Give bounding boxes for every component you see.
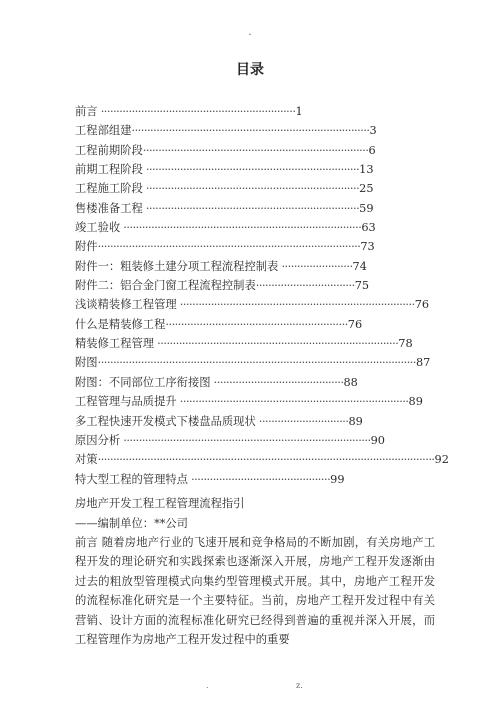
toc-dot-leader: ·············································································: [120, 221, 362, 235]
toc-entry[interactable]: [75, 450, 449, 469]
toc-page-number: 90: [370, 433, 385, 447]
toc-entry-title: 工程施工阶段: [75, 182, 143, 196]
toc-entry-title: 工程管理与品质提升: [75, 395, 177, 409]
toc-entry[interactable]: [75, 160, 415, 179]
toc-page-number: 76: [414, 298, 430, 312]
toc-page-number: 89: [348, 414, 363, 428]
toc-entry[interactable]: [75, 237, 415, 256]
toc-dot-leader: ·············································································································: [97, 453, 435, 467]
toc-page-number: 73: [360, 240, 375, 254]
toc-page-number: 75: [354, 279, 370, 293]
toc-entry[interactable]: [75, 412, 415, 431]
toc-entry-title: 售楼准备工程: [75, 201, 143, 215]
toc-dot-leader: ·······························································: [97, 105, 296, 118]
toc-page-number: 13: [359, 163, 374, 177]
toc-entry[interactable]: [75, 141, 415, 160]
toc-dot-leader: ·····················································································: [97, 240, 361, 254]
toc-page-number: 25: [359, 182, 374, 196]
toc-dot-leader: ································: [255, 279, 355, 293]
toc-dot-leader: ·····························: [255, 414, 349, 428]
toc-entry-title: 特大型工程的管理特点: [75, 472, 188, 486]
toc-entry[interactable]: [75, 295, 430, 314]
toc-dot-leader: ·············································································: [131, 124, 370, 138]
toc-dot-leader: ·············································: [187, 472, 331, 486]
toc-entry-title: 竣工验收: [75, 221, 121, 235]
toc-dot-leader: ·········································································: [142, 143, 369, 157]
toc-page-number: 87: [415, 356, 431, 370]
header-dot: .: [248, 27, 252, 38]
toc-dot-leader: ···························································: [165, 317, 348, 331]
toc-entry-title: 附件: [75, 240, 98, 254]
toc-entry-title: 工程部组建: [75, 124, 132, 138]
toc-page-number: 63: [361, 221, 376, 235]
toc-dot-leader: ·····································································: [142, 201, 360, 215]
toc-dot-leader: ··············································································: [154, 337, 399, 351]
toc-entry[interactable]: [75, 276, 415, 295]
toc-dot-leader: ················································································: [120, 433, 371, 447]
toc-entry-title: 附件一：粗装修土建分项工程流程控制表: [75, 259, 279, 273]
toc-entry-title: 精装修工程管理: [75, 337, 155, 351]
toc-dot-leader: ·····································································: [142, 163, 360, 177]
toc-entry-title: 什么是精装修工程: [75, 317, 166, 331]
toc-entry-title: 浅谈精装修工程管理: [75, 298, 177, 312]
toc-dot-leader: ··········································: [210, 375, 344, 389]
toc-entry[interactable]: [75, 179, 415, 198]
toc-dot-leader: ·······································································································: [97, 356, 416, 370]
table-of-contents: [75, 102, 449, 489]
toc-entry-title: 前期工程阶段: [75, 163, 143, 177]
toc-entry-title: 附图：不同部位工序衔接图: [75, 375, 211, 389]
toc-dot-leader: ·····································································: [142, 182, 360, 196]
toc-page-number: 99: [330, 472, 345, 486]
toc-entry-title: 多工程快速开发模式下楼盘品质现状: [75, 414, 256, 428]
toc-entry[interactable]: [75, 199, 415, 218]
compiler-unit: ——编制单位：**公司: [75, 517, 188, 530]
toc-entry[interactable]: [75, 334, 415, 353]
toc-entry[interactable]: [75, 353, 431, 372]
document-title: 房地产开发工程工程管理流程指引: [75, 497, 245, 510]
toc-page-number: 92: [434, 453, 449, 467]
toc-entry[interactable]: [75, 315, 415, 334]
toc-page-number: 78: [398, 337, 413, 351]
footer-right-mark: z.: [296, 681, 303, 690]
toc-page-number: 3: [369, 124, 377, 138]
page-title: 目录: [236, 62, 264, 78]
toc-entry[interactable]: [75, 373, 415, 392]
toc-entry-title: 对策: [75, 453, 98, 467]
toc-page-number: 88: [343, 375, 358, 389]
toc-dot-leader: ············································································: [176, 298, 415, 312]
toc-entry-title: 附件二：铝合金门窗工程流程控制表: [75, 279, 256, 293]
toc-page-number: 59: [359, 201, 374, 215]
toc-page-number: 76: [347, 317, 363, 331]
toc-page-number: 1: [295, 105, 303, 118]
toc-page-number: 6: [368, 143, 376, 157]
toc-entry[interactable]: [75, 392, 423, 411]
footer-left-mark: .: [206, 681, 209, 690]
toc-entry-title: 原因分析: [75, 433, 121, 447]
toc-entry[interactable]: [75, 257, 415, 276]
toc-entry-title: 工程前期阶段: [75, 143, 143, 157]
toc-page-number: 74: [352, 259, 367, 273]
toc-entry[interactable]: [75, 218, 415, 237]
toc-entry[interactable]: [75, 470, 415, 489]
toc-entry-title: 附图: [75, 356, 98, 370]
toc-entry-title: 前言: [75, 105, 98, 118]
preface-paragraph: 前言 随着房地产行业的飞速开展和竞争格局的不断加剧，有关房地产工程开发的理论研究和实践探索也逐渐深入开展，房地产工程开发逐渐由过去的粗放型管理模式向集约型管理模式开展。其中，房地产工程开发的流程标准化研究是一个主要特征。当前，房地产工程开发过程中有关营销、设计方面的流程标准化研究已经得到普遍的重视并深入开展，而工程管理作为房地产工程开发过程中的重要: [75, 536, 435, 647]
toc-page-number: 89: [408, 395, 423, 409]
toc-dot-leader: ··········································································: [176, 395, 409, 409]
toc-dot-leader: ·······················: [278, 259, 353, 273]
toc-entry[interactable]: [75, 121, 415, 140]
toc-entry[interactable]: [75, 431, 415, 450]
toc-entry[interactable]: [75, 102, 415, 121]
